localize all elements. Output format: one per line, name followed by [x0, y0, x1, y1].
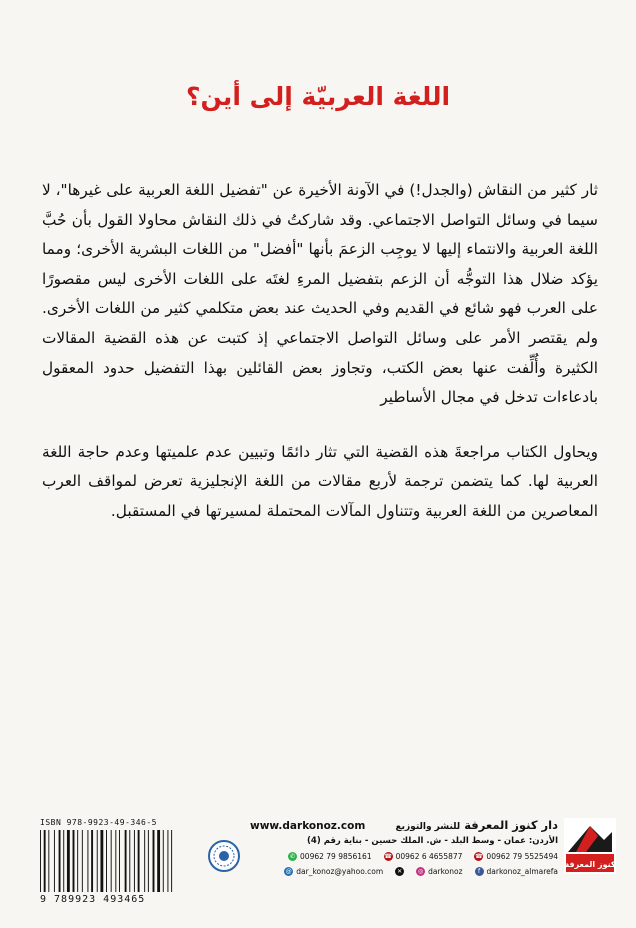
phone-icon: ☎ — [475, 853, 483, 860]
facebook-icon: f — [475, 867, 484, 876]
blurb-paragraph-2: ويحاول الكتاب مراجعةَ هذه القضية التي تثار دائمًا وتبيين عدم علميتها وعدم حاجة اللغة العربية لها. كما يتضمن ترجمة لأربع مقالات من اللغة الإنجليزية تعرض لمواقف العرب المعاصرين من اللغة العربية وتتناول المآلات المحتملة لمسيرتها في المستقبل. — [42, 442, 598, 520]
publisher-name: دار كنوز المعرفة للنشر والتوزيع — [395, 818, 558, 832]
contact-item: ☎ 00962 6 4655877 — [384, 852, 463, 861]
certification-seal-icon — [208, 840, 240, 872]
blurb — [42, 176, 598, 527]
contact-item: @ dar_konoz@yahoo.com — [285, 867, 384, 876]
phone-icon: ☎ — [384, 853, 392, 860]
contact-item: f darkonoz_almarefa — [475, 867, 558, 876]
publisher-logo — [564, 818, 616, 874]
logo-text: كنوز المعرفة — [564, 860, 616, 869]
whatsapp-icon: ✆ — [290, 853, 296, 860]
footer — [0, 800, 636, 928]
publisher-suffix: للنشر والتوزيع — [395, 822, 461, 832]
contact-item: ◎ darkonoz — [418, 867, 463, 876]
contact-item: ☎ 00962 79 5525494 — [475, 852, 558, 861]
email-icon: @ — [285, 868, 292, 875]
publisher-address: الأردن: عمان - وسط البلد - ش. الملك حسين - بناية رقم (4) — [307, 836, 558, 846]
barcode-bars — [38, 830, 203, 892]
contact-item — [395, 867, 404, 876]
x-icon: ✕ — [397, 868, 403, 875]
contact-row-phones — [250, 852, 558, 861]
blurb-paragraph-1: ثار كثير من النقاش (والجدل!) في الآونة الأخيرة عن "تفضيل اللغة العربية على غيرها"، لا سيما في وسائل التواصل الاجتماعي. وقد شاركتُ في ذلك النقاش محاولا القول بأن حُبَّ اللغة العربية والانتماء إليها لا يوجِب الزعمَ بأنها "أفضل" من اللغات البشرية الأخرى؛ ومما يؤكد ضلال هذا التوجُّه أن الزعم بتفضيل المرءِ لغتَه على اللغات الأخرى ليس مقصورًا على العرب فهو شائع في القديم وفي الحديث عند بعض متكلمي كثير من اللغات الأخرى. ولم يقتصر الأمر على وسائل التواصل الاجتماعي إذ كتبت عن هذه القضية المقالات الكثيرة وأُلِّفت عنها بعض الكتب، وتجاوز بعض القائلين بهذا التفضيل حدود المعقول بادعاءات تدخل في مجال الأساطير — [42, 181, 598, 407]
isbn-label: ISBN 978-9923-49-346-5 — [40, 818, 157, 827]
instagram-icon: ◎ — [418, 868, 424, 875]
contact-row-social — [250, 867, 558, 876]
book-title: اللغة العربيّة إلى أين؟ — [185, 82, 451, 111]
publisher-info — [250, 818, 558, 876]
barcode-digits: 9 789923 493465 — [40, 894, 146, 905]
publisher-website: www.darkonoz.com — [250, 820, 366, 832]
barcode — [38, 830, 203, 905]
contact-item: ✆ 00962 79 9856161 — [290, 852, 372, 861]
